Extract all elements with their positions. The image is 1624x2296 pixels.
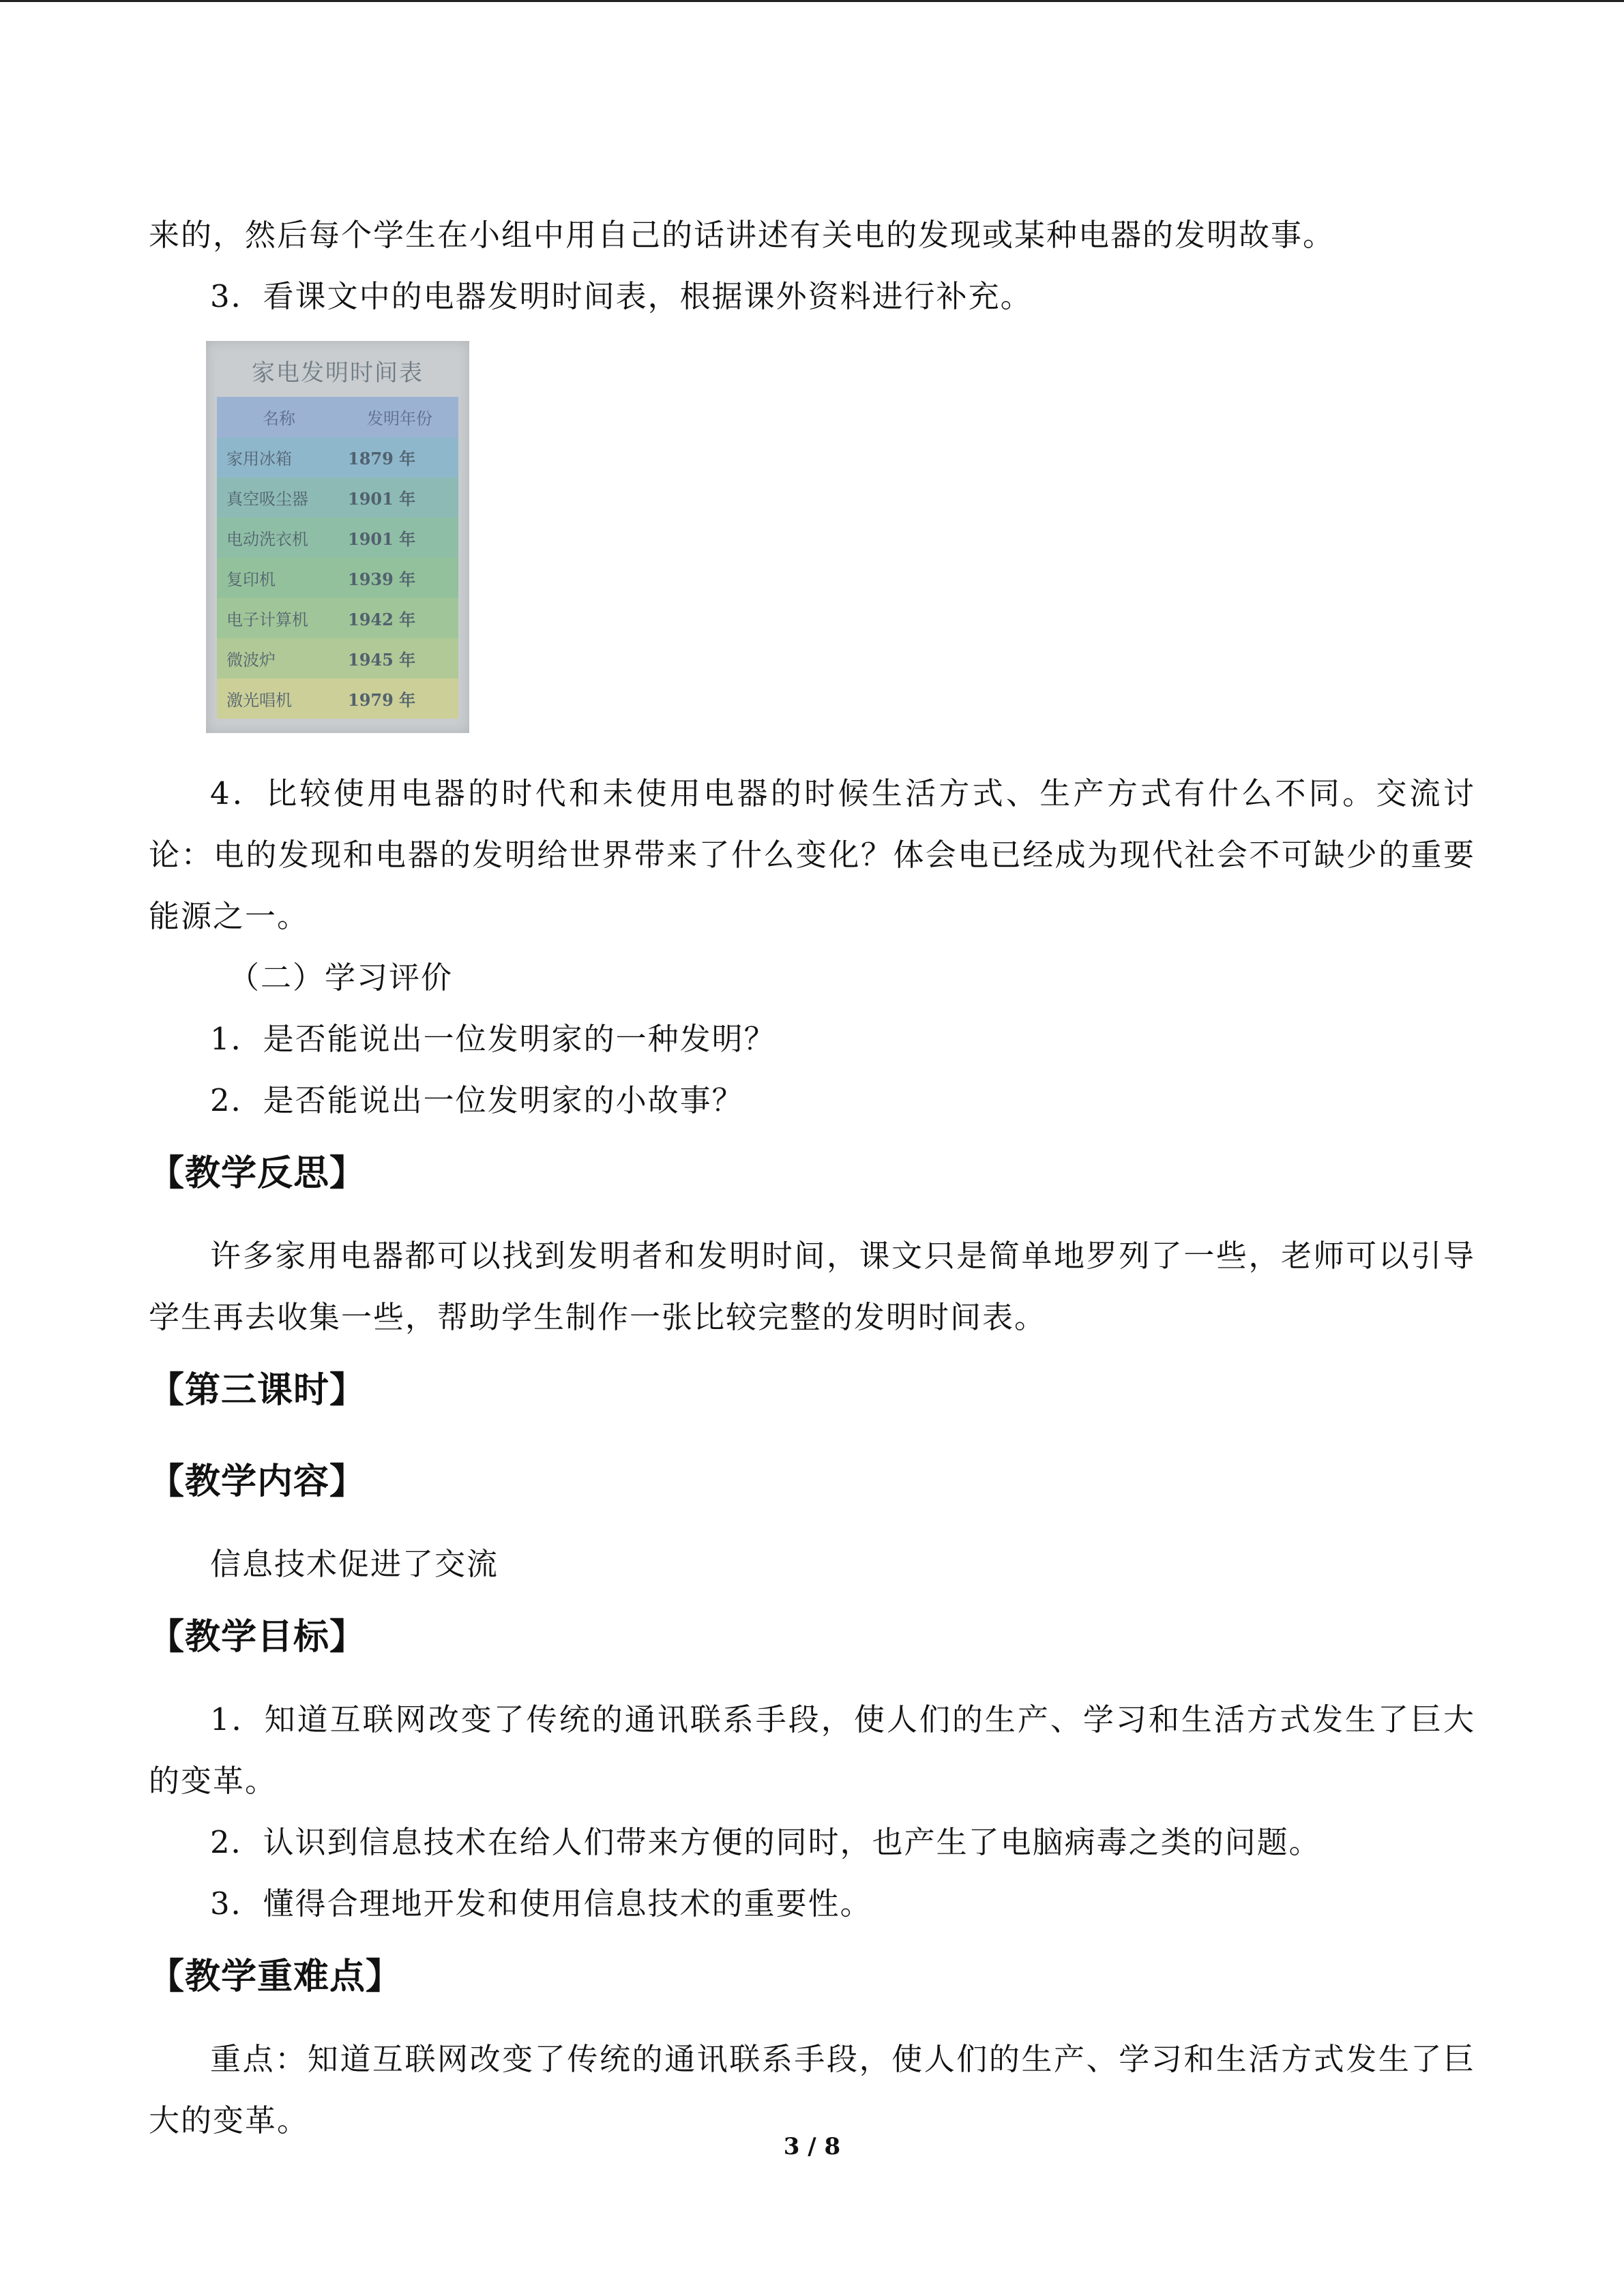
invention-table-row	[217, 558, 458, 598]
invention-year: 1901 年	[348, 489, 416, 509]
appliance-name: 微波炉	[226, 651, 276, 670]
reflection-text: 许多家用电器都可以找到发明者和发明时间，课文只是简单地罗列了一些，老师可以引导学生再去收集一些，帮助学生制作一张比较完整的发明时间表。	[149, 1238, 1475, 1335]
invention-table-row	[217, 638, 458, 679]
invention-year: 1901 年	[348, 529, 416, 549]
appliance-name: 家用冰箱	[226, 449, 292, 468]
evaluation-item-1: 1．是否能说出一位发明家的一种发明？	[210, 1021, 776, 1057]
document-page	[149, 205, 1475, 2151]
invention-table-title: 家电发明时间表	[252, 359, 424, 387]
header-year: 发明年份	[367, 409, 432, 428]
invention-table-row	[217, 518, 458, 558]
content-heading: 【教学内容】	[149, 1461, 366, 1502]
invention-table-image	[206, 341, 469, 733]
key-points-text: 重点：知道互联网改变了传统的通讯联系手段，使人们的生产、学习和生活方式发生了巨大的变革。	[149, 2041, 1475, 2138]
reflection-heading: 【教学反思】	[149, 1153, 366, 1194]
invention-year: 1979 年	[348, 690, 416, 710]
invention-table-row	[217, 437, 458, 477]
invention-year: 1939 年	[348, 569, 416, 589]
invention-year: 1942 年	[348, 610, 416, 629]
page-number: 3 / 8	[783, 2133, 841, 2160]
paragraph-story: 来的，然后每个学生在小组中用自己的话讲述有关电的发现或某种电器的发明故事。	[149, 217, 1335, 253]
objective-item-2: 2．认识到信息技术在给人们带来方便的同时，也产生了电脑病毒之类的问题。	[210, 1824, 1321, 1860]
invention-year: 1945 年	[348, 650, 416, 670]
appliance-name: 电子计算机	[226, 610, 308, 629]
paragraph-step-4: 4．比较使用电器的时代和未使用电器的时候生活方式、生产方式有什么不同。交流讨论：电的发现和电器的发明给世界带来了什么变化？体会电已经成为现代社会不可缺少的重要能源之一。	[149, 775, 1475, 934]
objective-item-3: 3．懂得合理地开发和使用信息技术的重要性。	[210, 1885, 872, 1922]
key-points-heading: 【教学重难点】	[149, 1956, 402, 1997]
appliance-name: 复印机	[226, 570, 276, 589]
top-border-line	[0, 0, 1624, 2]
evaluation-title: （二）学习评价	[228, 959, 454, 996]
objective-item-1: 1．知道互联网改变了传统的通讯联系手段，使人们的生产、学习和生活方式发生了巨大的变革。	[149, 1701, 1475, 1799]
invention-table-row	[217, 598, 458, 638]
appliance-name: 电动洗衣机	[226, 530, 308, 549]
objectives-heading: 【教学目标】	[149, 1617, 366, 1658]
invention-table-row	[217, 679, 458, 719]
third-lesson-heading: 【第三课时】	[149, 1370, 366, 1411]
appliance-name: 真空吸尘器	[226, 490, 308, 509]
evaluation-item-2: 2．是否能说出一位发明家的小故事？	[210, 1082, 744, 1118]
content-text: 信息技术促进了交流	[210, 1546, 499, 1582]
invention-year: 1879 年	[348, 449, 416, 468]
invention-table-body	[217, 437, 458, 719]
invention-table-row	[217, 477, 458, 518]
header-name: 名称	[263, 409, 295, 428]
paragraph-step-3: 3．看课文中的电器发明时间表，根据课外资料进行补充。	[210, 278, 1033, 314]
appliance-name: 激光唱机	[226, 691, 292, 710]
invention-table-header	[217, 397, 458, 437]
